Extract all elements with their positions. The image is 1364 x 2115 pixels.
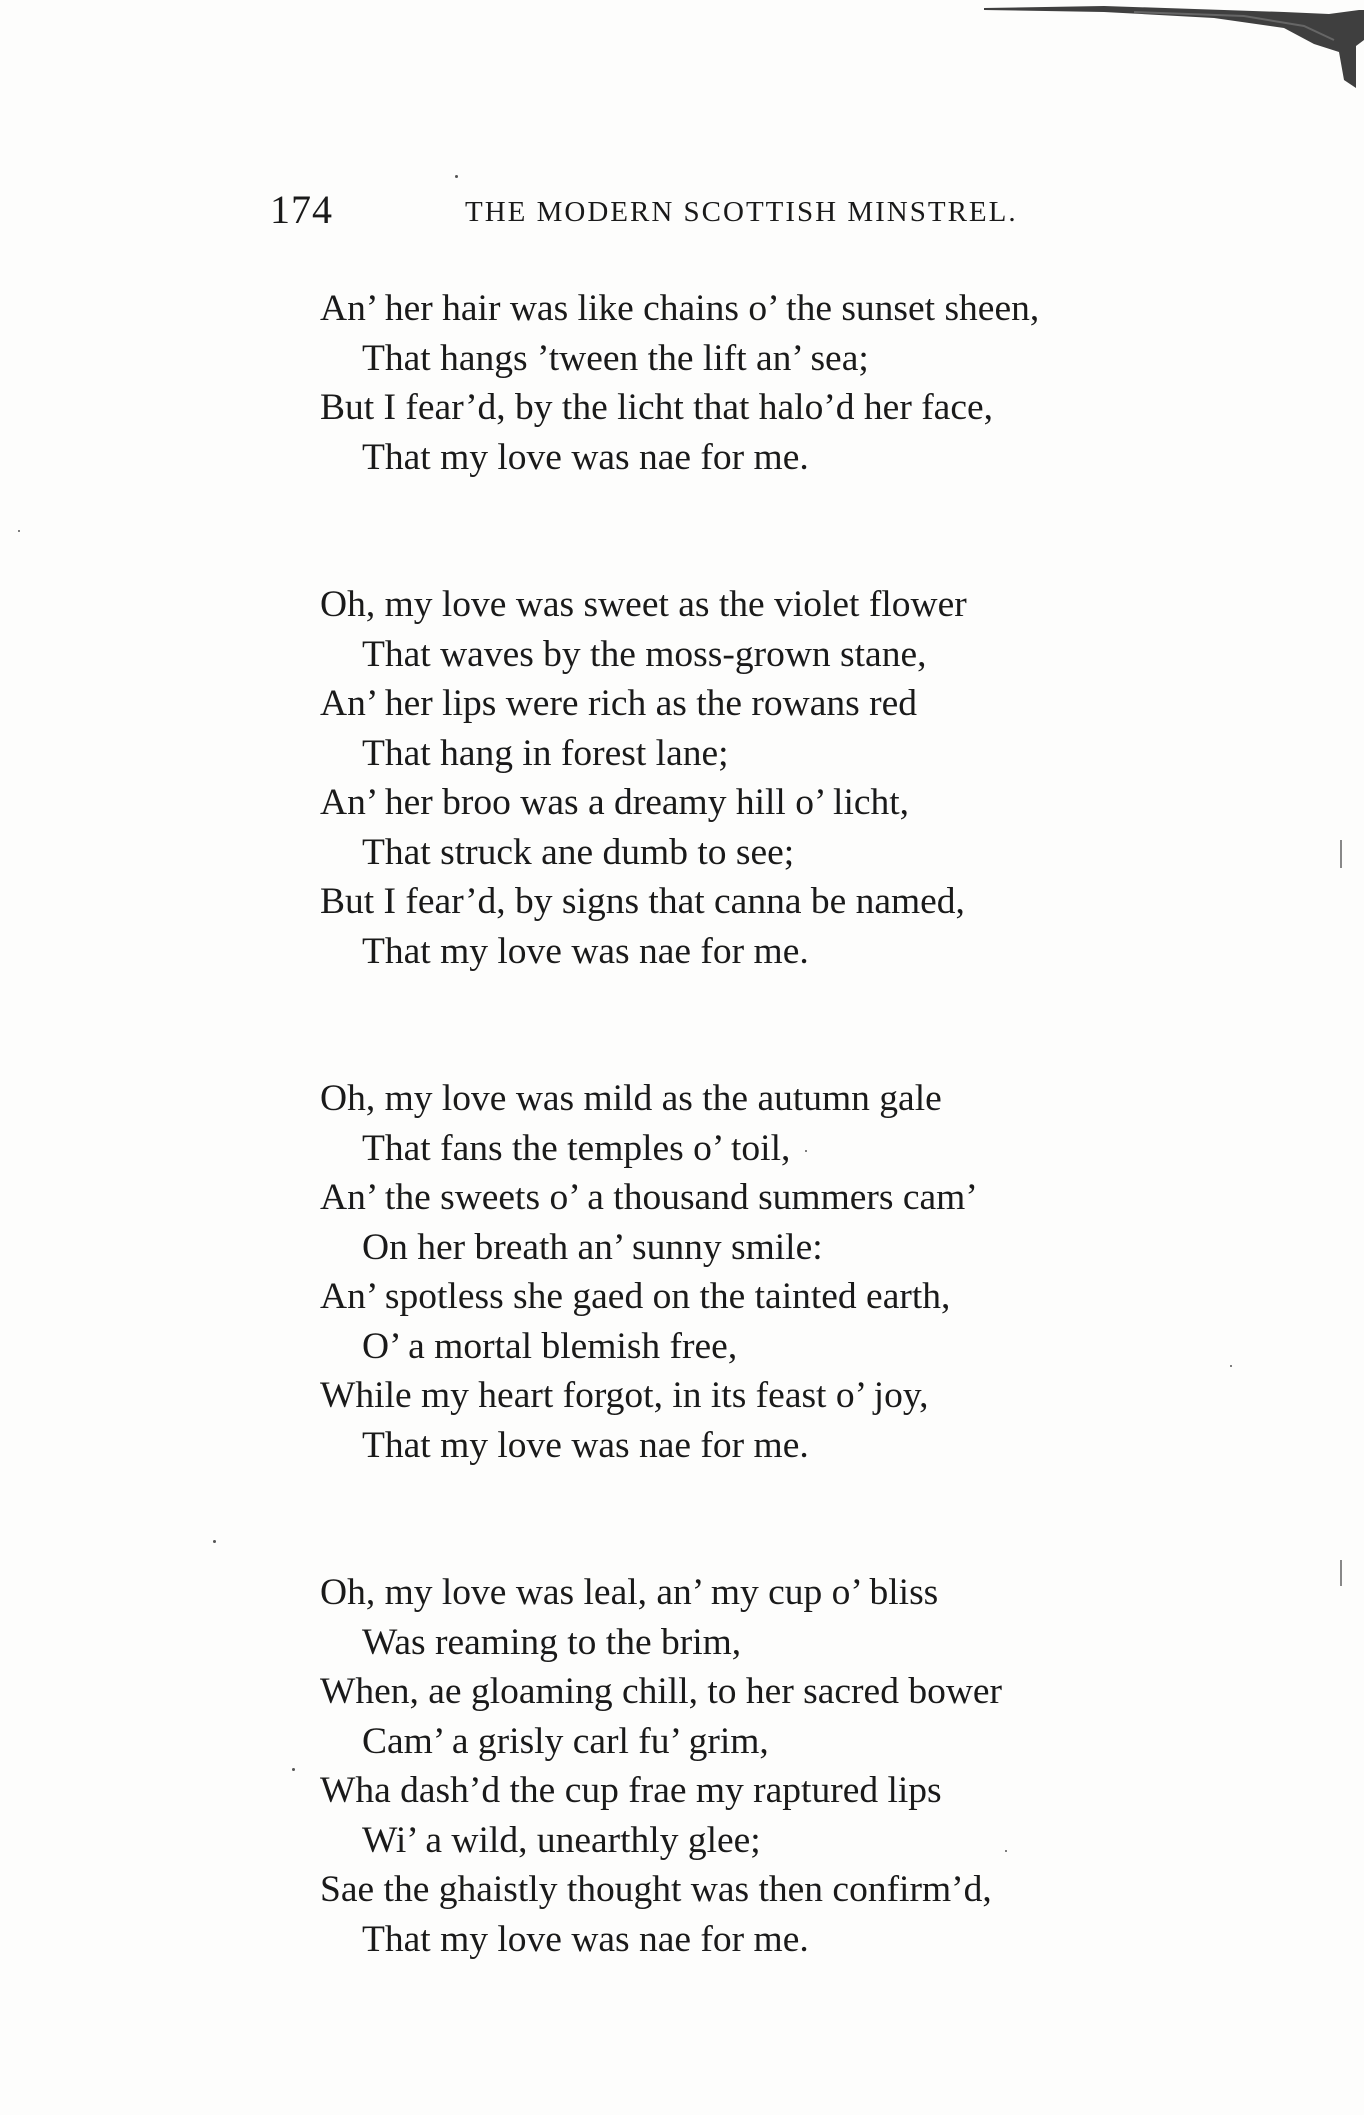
verse-line: Oh, my love was sweet as the violet flower xyxy=(320,584,967,625)
verse-line: That my love was nae for me. xyxy=(362,1918,809,1960)
verse-line: That waves by the moss-grown stane, xyxy=(362,633,927,675)
verse-line: That my love was nae for me. xyxy=(362,1424,809,1466)
running-title: THE MODERN SCOTTISH MINSTREL. xyxy=(465,196,1018,228)
verse-line: Cam’ a grisly carl fu’ grim, xyxy=(362,1720,769,1762)
stanza xyxy=(320,580,1140,976)
paper-speck xyxy=(1230,1365,1232,1367)
verse-line: That my love was nae for me. xyxy=(362,930,809,972)
verse-line: Wi’ a wild, unearthly glee; xyxy=(362,1819,761,1861)
verse-line: Oh, my love was mild as the autumn gale xyxy=(320,1078,942,1119)
stanza xyxy=(320,284,1140,482)
paper-speck xyxy=(292,1768,295,1771)
verse-line: An’ her broo was a dreamy hill o’ licht, xyxy=(320,782,910,823)
verse-line: Wha dash’d the cup frae my raptured lips xyxy=(320,1770,942,1811)
verse-line: An’ her lips were rich as the rowans red xyxy=(320,683,917,724)
verse-line: That my love was nae for me. xyxy=(362,436,809,478)
verse-line: An’ her hair was like chains o’ the sunset sheen, xyxy=(320,288,1040,329)
paper-speck xyxy=(1005,1850,1007,1852)
verse-line: But I fear’d, by the licht that halo’d her face, xyxy=(320,387,993,428)
paper-speck xyxy=(213,1540,216,1543)
verse-line: That fans the temples o’ toil, xyxy=(362,1127,791,1169)
verse-line: Oh, my love was leal, an’ my cup o’ bliss xyxy=(320,1572,939,1613)
verse-line: That struck ane dumb to see; xyxy=(362,831,795,873)
verse-line: An’ the sweets o’ a thousand summers cam’ xyxy=(320,1177,978,1218)
verse-line: That hang in forest lane; xyxy=(362,732,729,774)
edge-mark xyxy=(1340,1560,1342,1586)
verse-line: An’ spotless she gaed on the tainted earth, xyxy=(320,1276,951,1317)
page-header xyxy=(270,186,1130,236)
paper-speck xyxy=(455,175,458,178)
verse-line: Sae the ghaistly thought was then confirm’d, xyxy=(320,1869,992,1910)
edge-mark xyxy=(1340,840,1342,868)
torn-corner-mark xyxy=(984,0,1364,90)
paper-speck xyxy=(805,1150,807,1152)
verse-line: O’ a mortal blemish free, xyxy=(362,1325,738,1367)
paper-speck xyxy=(18,530,20,532)
page-number: 174 xyxy=(270,187,333,232)
poem-body xyxy=(320,284,1140,1964)
verse-line: On her breath an’ sunny smile: xyxy=(362,1226,823,1268)
verse-line: Was reaming to the brim, xyxy=(362,1621,742,1663)
verse-line: But I fear’d, by signs that canna be named, xyxy=(320,881,965,922)
stanza xyxy=(320,1568,1140,1964)
verse-line: While my heart forgot, in its feast o’ joy, xyxy=(320,1375,929,1416)
verse-line: When, ae gloaming chill, to her sacred bower xyxy=(320,1671,1003,1712)
verse-line: That hangs ’tween the lift an’ sea; xyxy=(362,337,869,379)
stanza xyxy=(320,1074,1140,1470)
